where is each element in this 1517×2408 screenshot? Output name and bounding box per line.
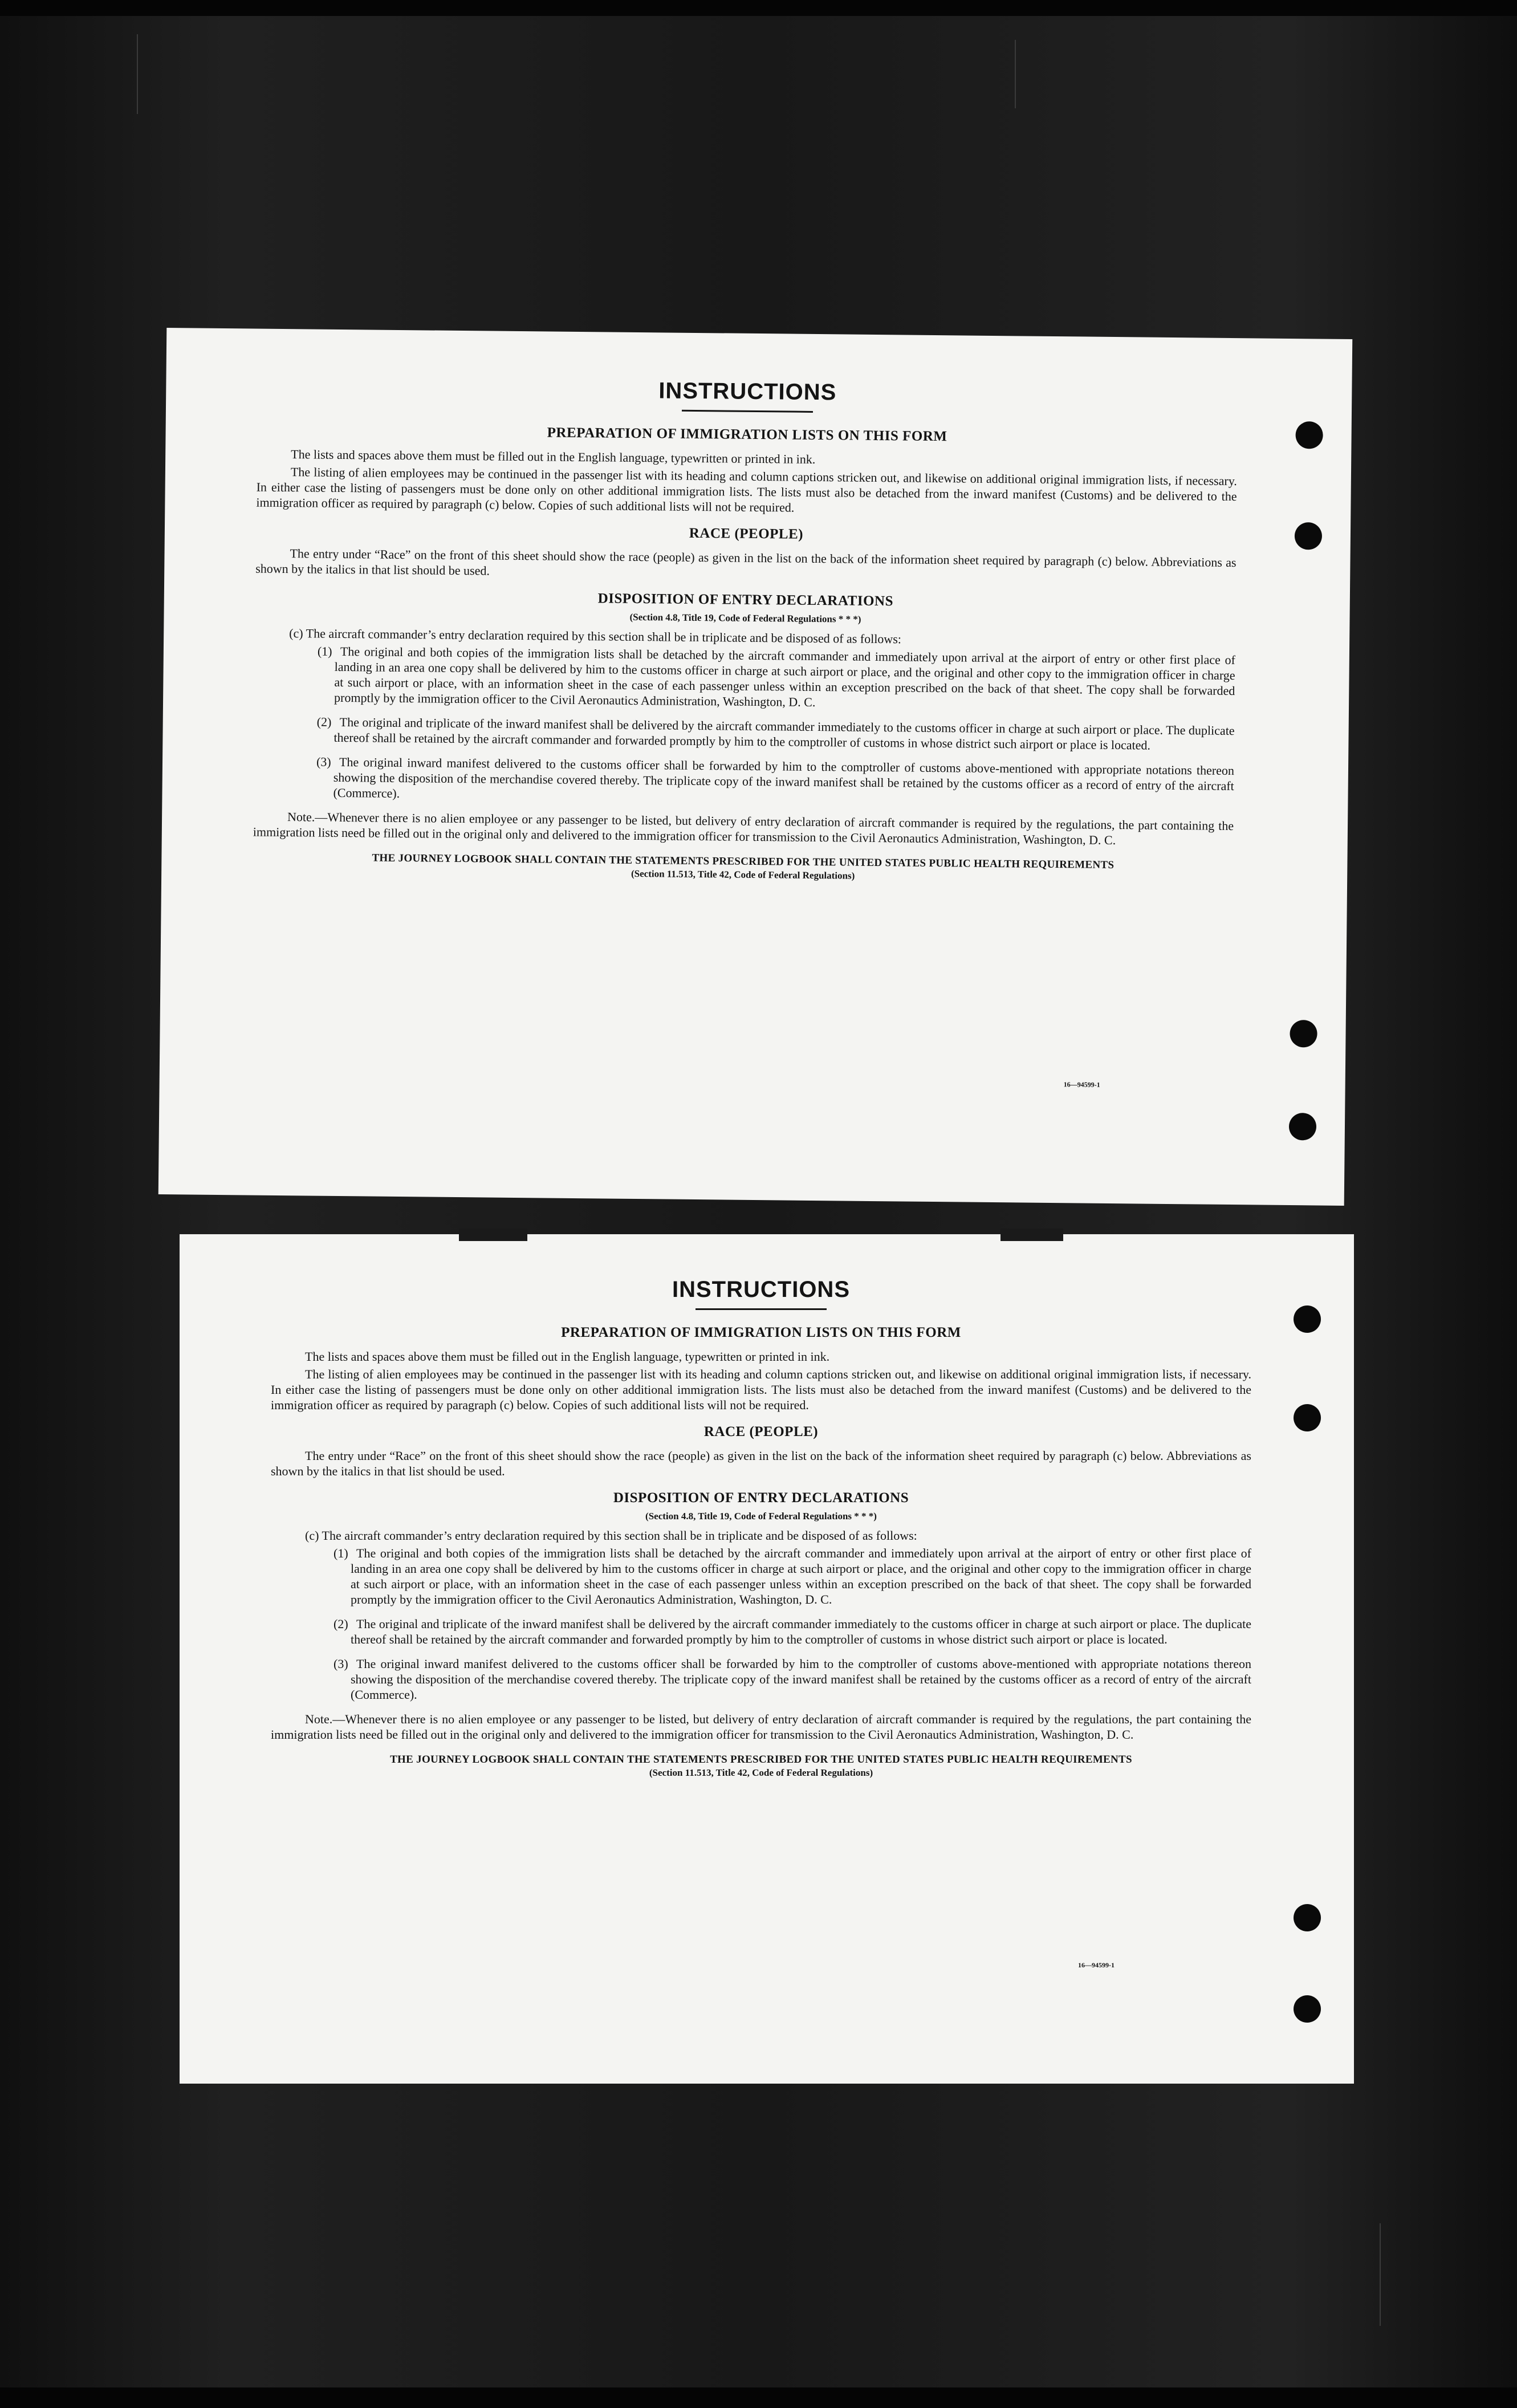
paragraph-race: The entry under “Race” on the front of this sheet should show the race (people) as given in the list on the back of the information sheet required by paragraph (c) below. Abbreviations as shown by the italics in that list should be used. [255, 546, 1237, 578]
torn-edge [459, 1229, 527, 1241]
punch-hole-icon [1294, 1904, 1321, 1931]
instruction-sheet-2 [180, 1234, 1354, 2084]
punch-hole-icon [1294, 1404, 1321, 1431]
item-text: The original and both copies of the immigration lists shall be detached by the aircraft commander and immediately upon arrival at the airport of entry or other first place of landing in an area one copy shall be delivered by him to the customs officer in charge at such airport or place, and the original and other copy to the immigration officer in charge at such airport or place, with an information sheet in the case of each passenger unless within an exception prescribed on the back of that sheet. The copy shall be forwarded promptly by the immigration officer to the Civil Aeronautics Administration, Washington, D. C. [334, 644, 1235, 710]
paragraph-entry-declaration: (c) The aircraft commander’s entry declaration required by this section shall be in triplicate and be disposed of as follows: [289, 626, 902, 646]
list-item [334, 1656, 1251, 1702]
paragraph-language: The lists and spaces above them must be filled out in the English language, typewritten or printed in ink. [305, 1349, 830, 1364]
note-paragraph: Note.—Whenever there is no alien employee or any passenger to be listed, but delivery of entry declaration of aircraft commander is required by the regulations, the part containing the immigration lists need be filled out in the original only and delivered to the immigration officer for transmission to the Civil Aeronautics Administration, Washington, D. C. [253, 810, 1234, 848]
item-text: The original and triplicate of the inward manifest shall be delivered by the aircraft commander immediately to the customs officer in charge at such airport or place. The duplicate thereof shall be retained by the aircraft commander and forwarded promptly by him to the comptroller of customs in whose district such airport or place is located. [351, 1617, 1251, 1646]
sheet-title: INSTRUCTIONS [658, 378, 837, 405]
item-text: The original inward manifest delivered to the customs officer shall be forwarded by him to the comptroller of customs above-mentioned with appropriate notations thereon showing the disposition of the merchandise covered thereby. The triplicate copy of the inward manifest shall be retained by the customs officer as a record of entry of the aircraft (Commerce). [333, 754, 1235, 801]
film-scratch [1380, 2223, 1381, 2326]
paragraph-entry-declaration: (c) The aircraft commander’s entry declaration required by this section shall be in triplicate and be disposed of as follows: [305, 1528, 917, 1543]
list-item [334, 1545, 1251, 1607]
section-heading-race: RACE (PEOPLE) [689, 525, 804, 542]
film-border-bottom [0, 2387, 1517, 2408]
item-number: (2) [334, 1617, 348, 1631]
list-item [334, 1616, 1251, 1647]
item-text: The original and triplicate of the inward manifest shall be delivered by the aircraft commander immediately to the customs officer in charge at such airport or place. The duplicate thereof shall be retained by the aircraft commander and forwarded promptly by him to the comptroller of customs in whose district such airport or place is located. [334, 714, 1235, 752]
section-heading-disposition: DISPOSITION OF ENTRY DECLARATIONS [597, 591, 894, 609]
journey-logbook-statement: THE JOURNEY LOGBOOK SHALL CONTAIN THE STATEMENTS PRESCRIBED FOR THE UNITED STATES PUBLIC HEALTH REQUIREMENTS [390, 1754, 1132, 1766]
form-number: 16—94599-1 [1078, 1961, 1115, 1969]
paragraph-language: The lists and spaces above them must be filled out in the English language, typewritten or printed in ink. [291, 447, 816, 466]
item-text: The original inward manifest delivered to the customs officer shall be forwarded by him to the comptroller of customs above-mentioned with appropriate notations thereon showing the disposition of the merchandise covered thereby. The triplicate copy of the inward manifest shall be retained by the customs officer as a record of entry of the aircraft (Commerce). [351, 1657, 1251, 1702]
punch-hole-icon [1295, 421, 1323, 449]
punch-hole-icon [1295, 522, 1322, 550]
section-heading-preparation: PREPARATION OF IMMIGRATION LISTS ON THIS FORM [561, 1325, 961, 1340]
section-citation: (Section 4.8, Title 19, Code of Federal Regulations * * *) [645, 1511, 877, 1522]
journey-citation: (Section 11.513, Title 42, Code of Federal Regulations) [649, 1767, 873, 1778]
item-text: The original and both copies of the immigration lists shall be detached by the aircraft commander and immediately upon arrival at the airport of entry or other first place of landing in an area one copy shall be delivered by him to the customs officer in charge at such airport or place, and the original and other copy to the immigration officer in charge at such airport or place, with an information sheet in the case of each passenger unless within an exception prescribed on the back of that sheet. The copy shall be forwarded promptly by the immigration officer to the Civil Aeronautics Administration, Washington, D. C. [351, 1546, 1251, 1606]
section-heading-race: RACE (PEOPLE) [703, 1424, 819, 1439]
note-paragraph: Note.—Whenever there is no alien employee or any passenger to be listed, but delivery of entry declaration of aircraft commander is required by the regulations, the part containing the immigration lists need be filled out in the original only and delivered to the immigration officer for transmission to the Civil Aeronautics Administration, Washington, D. C. [271, 1712, 1251, 1742]
punch-hole-icon [1294, 1305, 1321, 1333]
punch-hole-icon [1290, 1020, 1317, 1047]
section-heading-disposition: DISPOSITION OF ENTRY DECLARATIONS [613, 1490, 909, 1506]
item-number: (2) [316, 714, 332, 729]
paragraph-alien-employees: The listing of alien employees may be continued in the passenger list with its heading and column captions stricken out, and likewise on additional original immigration lists, if necessary. In either case the listing of passengers must be done only on other additional immigration lists. The lists must also be detached from the inward manifest (Customs) and be delivered to the immigration officer as required by paragraph (c) below. Copies of such additional lists will not be required. [271, 1367, 1251, 1412]
list-item [317, 644, 1235, 714]
film-scratch [137, 34, 138, 114]
film-border-top [0, 0, 1517, 16]
item-number: (1) [334, 1546, 348, 1560]
title-underline [696, 1308, 827, 1310]
paragraph-alien-employees: The listing of alien employees may be continued in the passenger list with its heading and column captions stricken out, and likewise on additional original immigration lists, if necessary. In either case the listing of passengers must be done only on other additional immigration lists. The lists must also be detached from the inward manifest (Customs) and be delivered to the immigration officer as required by paragraph (c) below. Copies of such additional lists will not be required. [256, 465, 1237, 515]
list-item [316, 714, 1234, 754]
journey-citation: (Section 11.513, Title 42, Code of Federal Regulations) [631, 868, 855, 881]
section-citation: (Section 4.8, Title 19, Code of Federal Regulations * * *) [629, 611, 861, 625]
list-item [316, 754, 1234, 809]
film-scratch [1015, 40, 1016, 108]
punch-hole-icon [1289, 1113, 1316, 1140]
item-number: (1) [317, 644, 332, 658]
instruction-sheet-1 [158, 328, 1352, 1206]
section-heading-preparation: PREPARATION OF IMMIGRATION LISTS ON THIS FORM [547, 425, 947, 445]
torn-edge [1001, 1229, 1063, 1241]
title-underline [682, 410, 813, 413]
journey-logbook-statement: THE JOURNEY LOGBOOK SHALL CONTAIN THE STATEMENTS PRESCRIBED FOR THE UNITED STATES PUBLIC HEALTH REQUIREMENTS [372, 852, 1115, 872]
item-number: (3) [316, 754, 331, 769]
form-number: 16—94599-1 [1063, 1080, 1100, 1089]
item-number: (3) [334, 1657, 348, 1671]
punch-hole-icon [1294, 1995, 1321, 2023]
sheet-title: INSTRUCTIONS [672, 1277, 850, 1302]
paragraph-race: The entry under “Race” on the front of this sheet should show the race (people) as given in the list on the back of the information sheet required by paragraph (c) below. Abbreviations as shown by the italics in that list should be used. [271, 1449, 1251, 1478]
